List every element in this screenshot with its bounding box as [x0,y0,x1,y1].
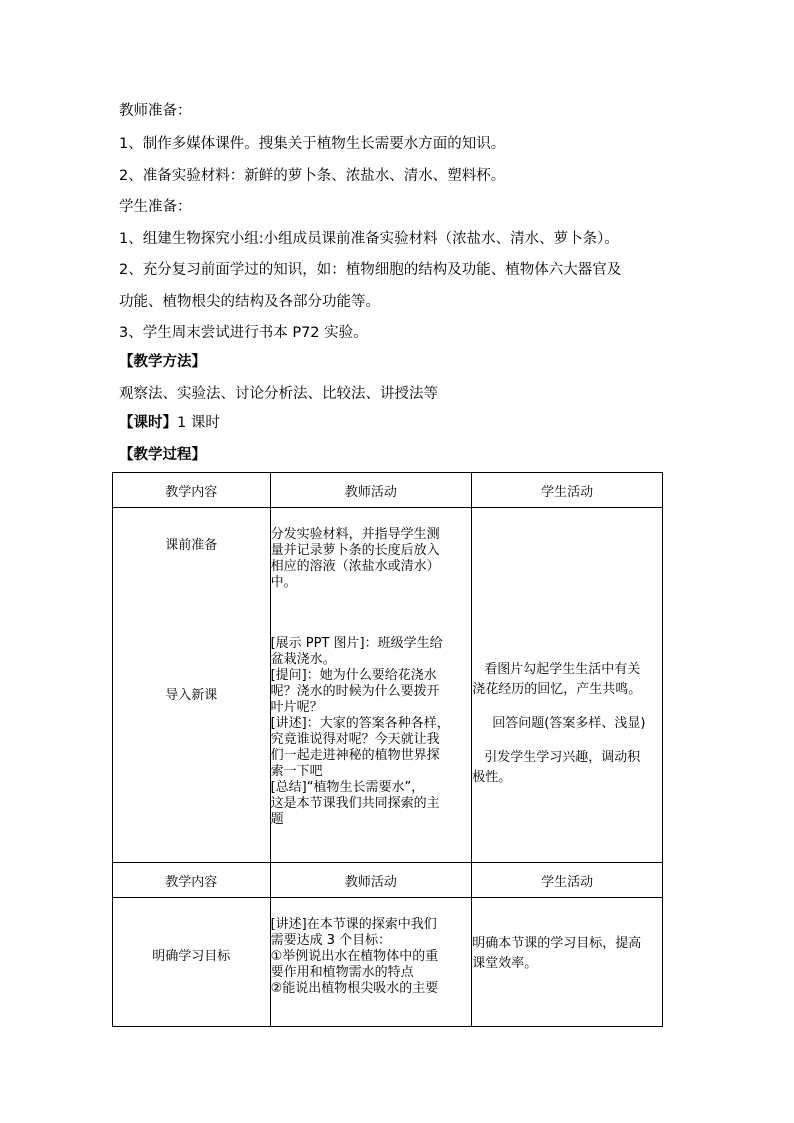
teacher-line: 需要达成 3 个目标： [270,933,392,948]
student-line: 引发学生学习兴趣，调动积 [484,750,641,765]
content-goals: 明确学习目标 [152,949,231,964]
table-header-row [113,473,663,508]
teacher-line: 要作用和植物需水的特点 [270,965,414,980]
teacher-line: [总结]“植物生长需要水”， [270,780,425,795]
teacher-prep-block [271,527,472,591]
teacher-activity-cell [270,508,472,863]
student-goals-block [472,934,662,974]
teacher-line: 叶片呢？ [270,700,323,715]
column-header-content: 教学内容 [113,473,271,508]
teacher-line: 这是本节课我们共同探索的主 [270,796,440,811]
student-prep-item-2: 2、充分复习前面学过的知识，如：植物细胞的结构及功能、植物体六大器官及 [119,262,622,278]
content-intro: 导入新课 [165,688,218,703]
student-line: 课堂效率。 [472,956,538,971]
column-header-content: 教学内容 [113,863,271,898]
column-header-student: 学生活动 [472,473,663,508]
student-prep-item-3: 3、学生周末尝试进行书本 P72 实验。 [119,325,368,341]
teacher-line: 索一下吧 [270,764,323,779]
teacher-line: [讲述]在本节课的探索中我们 [270,917,437,932]
content-cell [113,508,271,863]
period-heading: 【课时】 [119,415,177,431]
student-line: 明确本节课的学习目标，提高 [472,936,642,951]
teacher-line: 相应的溶液（浓盐水或清水） [270,559,440,574]
teacher-line: ①举例说出水在植物体中的重 [270,949,439,964]
teacher-line: 中。 [270,575,297,590]
student-line: 看图片勾起学生生活中有关 [484,662,641,677]
teacher-intro-block [271,636,472,828]
teacher-prep-item-1: 1、制作多媒体课件。搜集关于植物生长需要水方面的知识。 [119,136,506,152]
student-prep-heading: 学生准备： [119,199,192,215]
process-table [112,472,663,1027]
teacher-line: 量并记录萝卜条的长度后放入 [270,543,440,558]
column-header-student: 学生活动 [472,863,663,898]
teacher-line: [提问]：她为什么要给花浇水 [270,668,437,683]
teacher-line: ②能说出植物根尖吸水的主要 [270,981,439,996]
teacher-line: 分发实验材料，并指导学生测 [270,527,440,542]
student-intro-block [472,660,662,788]
table-row [113,508,663,863]
table-row [113,898,663,1027]
student-prep-item-1: 1、组建生物探究小组:小组成员课前准备实验材料（浓盐水、清水、萝卜条）。 [119,231,619,247]
method-text: 观察法、实验法、讨论分析法、比较法、讲授法等 [119,386,438,402]
table-header-row [113,863,663,898]
student-activity-cell [472,898,663,1027]
teacher-prep-heading: 教师准备： [119,103,192,119]
column-header-teacher: 教师活动 [270,473,472,508]
student-line: 极性。 [472,770,512,785]
teacher-line: 盆栽浇水。 [270,652,336,667]
teacher-line: [讲述]：大家的答案各种各样， [270,716,450,731]
content-prep: 课前准备 [165,538,218,553]
teacher-activity-cell [270,898,472,1027]
column-header-teacher: 教师活动 [270,863,472,898]
teacher-line: 呢？浇水的时候为什么要拨开 [270,684,440,699]
teacher-line: [展示 PPT 图片]：班级学生给 [270,636,443,651]
process-heading: 【教学过程】 [119,447,206,463]
student-activity-cell [472,508,663,863]
period-line [119,413,220,433]
period-text: 1 课时 [177,415,220,431]
student-line: 浇花经历的回忆，产生共鸣。 [472,682,642,697]
teacher-line: 究竟谁说得对呢？今天就让我 [270,732,440,747]
teacher-line: 题 [270,812,284,827]
method-heading: 【教学方法】 [119,354,206,370]
content-cell [113,898,271,1027]
student-prep-item-2-cont: 功能、植物根尖的结构及各部分功能等。 [119,294,380,310]
teacher-line: 们一起走进神秘的植物世界探 [270,748,440,763]
teacher-prep-item-2: 2、准备实验材料：新鲜的萝卜条、浓盐水、清水、塑料杯。 [119,168,506,184]
student-line: 回答问题(答案多样、浅显) [492,716,646,731]
teacher-goals-block [271,917,472,997]
